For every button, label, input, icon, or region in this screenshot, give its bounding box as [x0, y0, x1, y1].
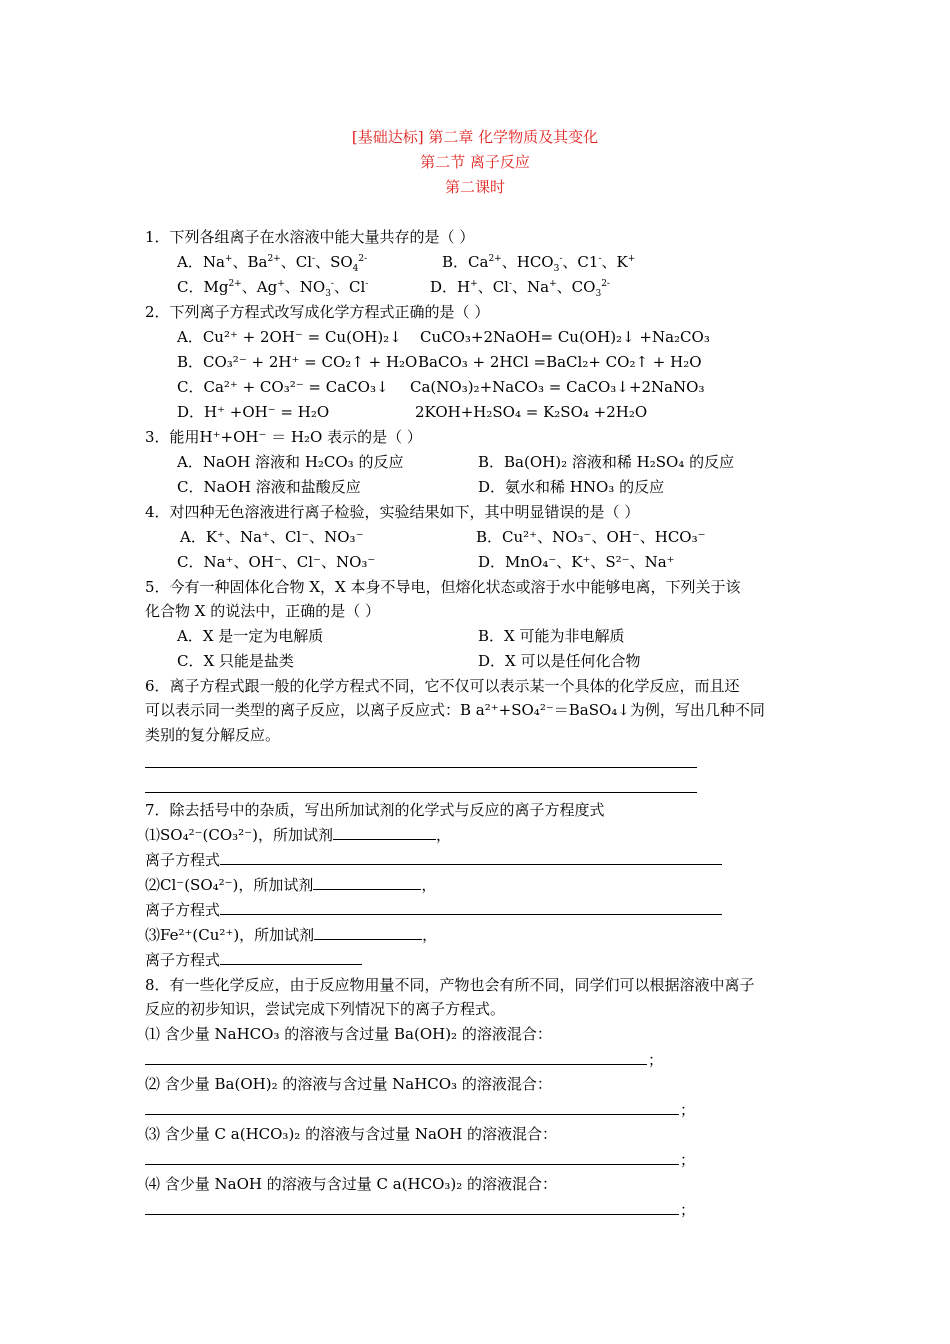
q7-item-1: ⑴SO₄²⁻(CO₃²⁻)，所加试剂 ， [145, 826, 451, 844]
title-line [0, 127, 950, 147]
q7-item3-equation: 离子方程式 [145, 950, 362, 970]
q7-stem: 7．除去括号中的杂质，写出所加试剂的化学式与反应的离子方程度式 [145, 801, 605, 819]
q3-option-a: A．NaOH 溶液和 H₂CO₃ 的反应 [177, 453, 404, 471]
q6-answer-line-1[interactable] [145, 767, 697, 768]
q8-stem-line1: 8．有一些化学反应，由于反应物用量不同，产物也会有所不同，同学们可以根据溶液中离子 [145, 976, 755, 994]
q2-stem: 2．下列离子方程式改写成化学方程式正确的是（ ） [145, 303, 490, 321]
q8-part4-answer-line[interactable] [145, 1214, 679, 1215]
section-title: 第二节 离子反应 [420, 153, 530, 171]
q4-option-a: A．K⁺、Na⁺、Cl⁻、NO₃⁻ [180, 528, 364, 546]
q8-part-2: ⑵ 含少量 Ba(OH)₂ 的溶液与含过量 NaHCO₃ 的溶液混合： [145, 1075, 552, 1093]
q4-option-b: B．Cu²⁺、NO₃⁻、OH⁻、HCO₃⁻ [476, 528, 706, 546]
q6-answer-line-2[interactable] [145, 792, 697, 793]
q6-text-line3: 类别的复分解反应。 [145, 726, 281, 744]
q3-option-d: D．氨水和稀 HNO₃ 的反应 [478, 478, 665, 496]
q5-option-d: D．X 可以是任何化合物 [478, 652, 641, 670]
q8-part3-answer-line[interactable] [145, 1164, 679, 1165]
q1-option-b: B．$Ca^{2+}$、$HCO_3^-$、C1-、K+ [442, 253, 636, 274]
q7-item2-reagent-blank[interactable] [313, 875, 421, 890]
q7-item1-reagent-blank[interactable] [333, 825, 436, 840]
q8-part2-semicolon: ； [680, 1101, 696, 1119]
q8-part1-answer-line[interactable] [145, 1064, 647, 1065]
q7-item1-equation: 离子方程式 [145, 850, 722, 870]
q2-option-b-chemical: BaCO₃ + 2HCl =BaCl₂+ CO₂↑ + H₂O [418, 353, 702, 371]
q2-option-a-chemical: CuCO₃+2NaOH= Cu(OH)₂↓ +Na₂CO₃ [420, 328, 710, 346]
q3-stem: 3．能用H⁺+OH⁻ ＝ H₂O 表示的是（ ） [145, 428, 422, 446]
q1-option-c: C．$Mg^{2+}$、Ag+、$NO_3^-$、Cl- [177, 278, 369, 299]
q8-part3-semicolon: ； [680, 1151, 696, 1169]
q8-part-4: ⑷ 含少量 NaOH 的溶液与含过量 C a(HCO₃)₂ 的溶液混合： [145, 1175, 558, 1193]
q5-stem-line1: 5．今有一种固体化合物 X，X 本身不导电，但熔化状态或溶于水中能够电离，下列关于该 [145, 578, 741, 596]
q6-text-line1: 6．离子方程式跟一般的化学方程式不同，它不仅可以表示某一个具体的化学反应，而且还 [145, 677, 740, 695]
lesson-title: 第二课时 [444, 178, 505, 196]
q2-option-c-chemical: Ca(NO₃)₂+NaCO₃ = CaCO₃↓+2NaNO₃ [410, 378, 705, 396]
q8-part2-answer-line[interactable] [145, 1114, 679, 1115]
q5-option-b: B．X 可能为非电解质 [478, 627, 625, 645]
q8-part-1: ⑴ 含少量 NaHCO₃ 的溶液与含过量 Ba(OH)₂ 的溶液混合： [145, 1025, 552, 1043]
q8-part1-semicolon: ； [648, 1051, 664, 1069]
q8-part-3: ⑶ 含少量 C a(HCO₃)₂ 的溶液与含过量 NaOH 的溶液混合： [145, 1125, 558, 1143]
q2-option-a-ionic: A．Cu²⁺ + 2OH⁻ = Cu(OH)₂↓ [177, 328, 402, 346]
q7-item2-equation: 离子方程式 [145, 900, 722, 920]
q4-option-c: C．Na⁺、OH⁻、Cl⁻、NO₃⁻ [177, 553, 376, 571]
q1-option-d: D．H+、Cl-、Na+、$CO_3^{2-}$ [430, 278, 610, 299]
q3-option-b: B．Ba(OH)₂ 溶液和稀 H₂SO₄ 的反应 [478, 453, 735, 471]
q7-item2-equation-blank[interactable] [220, 900, 722, 915]
q6-text-line2: 可以表示同一类型的离子反应，以离子反应式：B a²⁺+SO₄²⁻＝BaSO₄↓为例，写出几种不同 [145, 701, 765, 719]
q1-option-a: A．Na+、$Ba^{2+}$、Cl-、$SO_4^{2-}$ [177, 253, 368, 274]
q8-part4-semicolon: ； [680, 1201, 696, 1219]
q2-option-b-ionic: B．CO₃²⁻ + 2H⁺ = CO₂↑ + H₂O [177, 353, 418, 371]
q7-item-2: ⑵Cl⁻(SO₄²⁻)，所加试剂 ， [145, 876, 437, 894]
q8-stem-line2: 反应的初步知识，尝试完成下列情况下的离子方程式。 [145, 1000, 506, 1018]
q4-stem: 4．对四种无色溶液进行离子检验，实验结果如下，其中明显错误的是（ ） [145, 503, 640, 521]
q7-item1-equation-blank[interactable] [220, 850, 722, 865]
q7-item3-reagent-blank[interactable] [314, 925, 422, 940]
chapter-title: 第二章 化学物质及其变化 [428, 128, 599, 146]
q2-option-d-chemical: 2KOH+H₂SO₄ = K₂SO₄ +2H₂O [415, 403, 648, 421]
q3-option-c: C．NaOH 溶液和盐酸反应 [177, 478, 361, 496]
q4-option-d: D．MnO₄⁻、K⁺、S²⁻、Na⁺ [478, 553, 675, 571]
q1-stem: 1．下列各组离子在水溶液中能大量共存的是（ ） [145, 228, 475, 246]
q2-option-d-ionic: D．H⁺ +OH⁻ = H₂O [177, 403, 330, 421]
q5-stem-line2: 化合物 X 的说法中，正确的是（ ） [145, 602, 380, 620]
q7-item3-equation-blank[interactable] [220, 950, 362, 965]
q5-option-c: C．X 只能是盐类 [177, 652, 294, 670]
q7-item-3: ⑶Fe²⁺(Cu²⁺)，所加试剂 ， [145, 926, 438, 944]
q5-option-a: A．X 是一定为电解质 [177, 627, 324, 645]
title-tag: [基础达标] [351, 128, 424, 146]
q2-option-c-ionic: C．Ca²⁺ + CO₃²⁻ = CaCO₃↓ [177, 378, 389, 396]
